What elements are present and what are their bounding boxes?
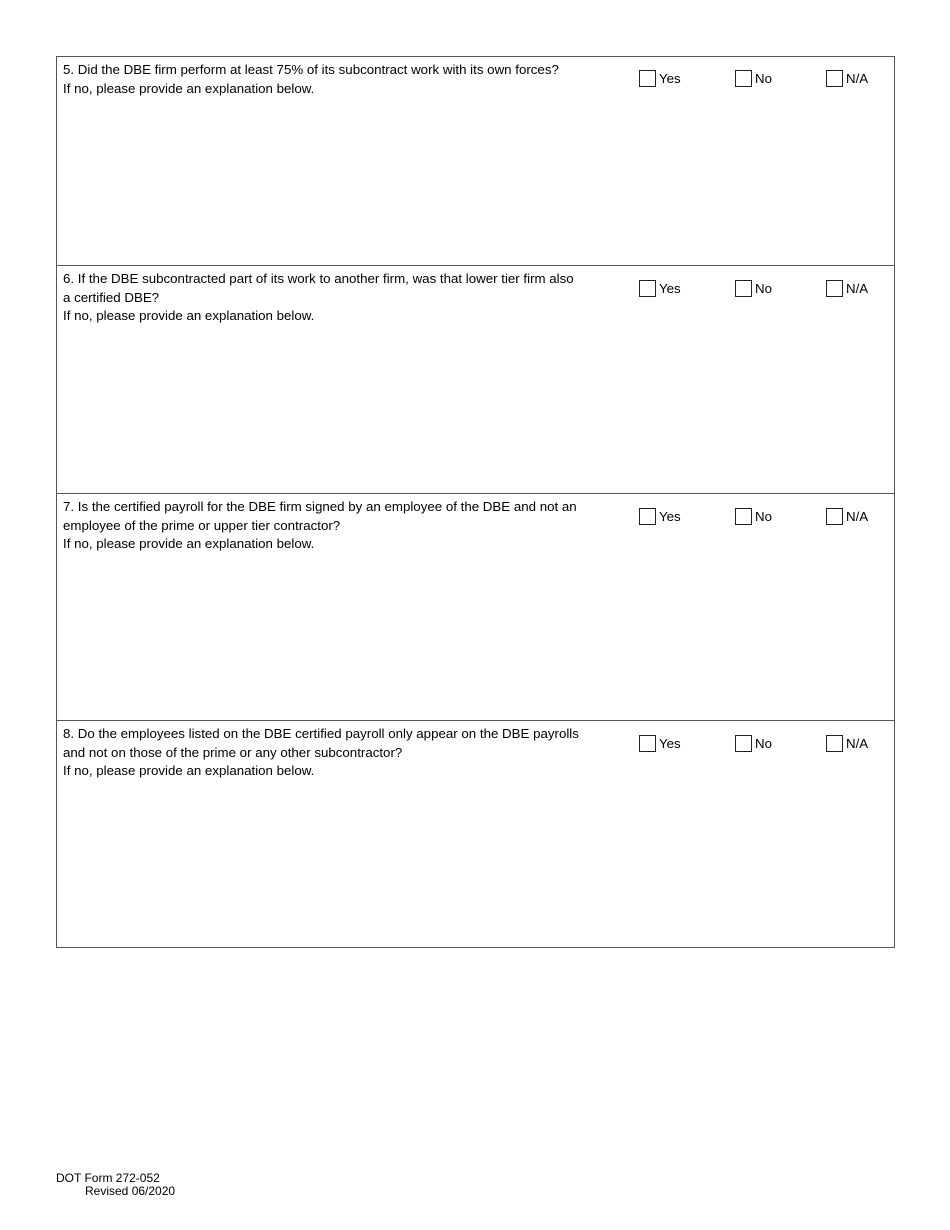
answer-options	[639, 735, 889, 755]
option-yes[interactable]	[639, 70, 681, 87]
option-no[interactable]	[735, 735, 772, 752]
question-row	[57, 265, 894, 493]
question-line: employee of the prime or upper tier contractor?	[63, 517, 341, 533]
question-line: 6. If the DBE subcontracted part of its work to another firm, was that lower tier firm also	[63, 271, 574, 286]
question-line: If no, please provide an explanation below.	[63, 308, 315, 323]
option-yes-label: Yes	[659, 509, 681, 524]
option-na-label: N/A	[846, 71, 869, 86]
question-line: 7. Is the certified payroll for the DBE firm signed by an employee of the DBE and not an	[63, 499, 577, 514]
option-na[interactable]	[826, 280, 868, 297]
option-yes[interactable]	[639, 735, 681, 752]
question-row	[57, 720, 894, 947]
checkbox-yes[interactable]	[639, 508, 656, 525]
checkbox-yes[interactable]	[639, 735, 656, 752]
option-na[interactable]	[826, 508, 868, 525]
option-no-label: No	[755, 509, 772, 524]
checkbox-yes[interactable]	[639, 280, 656, 297]
explanation-area[interactable]	[57, 346, 894, 493]
checkbox-no[interactable]	[735, 70, 752, 87]
question-row	[57, 493, 894, 720]
option-no-label: No	[755, 736, 772, 751]
question-line: If no, please provide an explanation below.	[63, 536, 315, 551]
answer-options	[639, 280, 889, 300]
answer-options	[639, 70, 889, 90]
option-no[interactable]	[735, 508, 772, 525]
form-number: DOT Form 272-052	[56, 1171, 160, 1185]
option-yes[interactable]	[639, 508, 681, 525]
option-yes[interactable]	[639, 280, 681, 297]
question-line: If no, please provide an explanation below.	[63, 763, 315, 778]
checkbox-no[interactable]	[735, 735, 752, 752]
checkbox-na[interactable]	[826, 735, 843, 752]
question-text	[63, 725, 613, 781]
question-line: and not on those of the prime or any other subcontractor?	[63, 744, 403, 760]
question-line: 5. Did the DBE firm perform at least 75% of its subcontract work with its own forces?	[63, 62, 559, 77]
form-footer	[56, 1172, 175, 1198]
option-na-label: N/A	[846, 509, 869, 524]
option-yes-label: Yes	[659, 281, 681, 296]
option-yes-label: Yes	[659, 736, 681, 751]
option-no[interactable]	[735, 70, 772, 87]
question-line: If no, please provide an explanation below.	[63, 80, 315, 96]
answer-options	[639, 508, 889, 528]
checkbox-na[interactable]	[826, 508, 843, 525]
question-text	[63, 270, 613, 326]
option-yes-label: Yes	[659, 71, 681, 86]
revision-date: Revised 06/2020	[85, 1184, 176, 1198]
question-text	[63, 61, 613, 98]
question-line: a certified DBE?	[63, 289, 160, 305]
checkbox-na[interactable]	[826, 280, 843, 297]
checkbox-no[interactable]	[735, 508, 752, 525]
questions-table	[56, 56, 895, 948]
option-na-label: N/A	[846, 281, 869, 296]
option-no-label: No	[755, 281, 772, 296]
question-row	[57, 57, 894, 265]
question-line: 8. Do the employees listed on the DBE certified payroll only appear on the DBE payrolls	[63, 726, 579, 741]
question-text	[63, 498, 613, 554]
explanation-area[interactable]	[57, 574, 894, 720]
explanation-area[interactable]	[57, 801, 894, 947]
explanation-area[interactable]	[57, 137, 894, 265]
option-no-label: No	[755, 71, 772, 86]
option-no[interactable]	[735, 280, 772, 297]
checkbox-na[interactable]	[826, 70, 843, 87]
option-na[interactable]	[826, 70, 868, 87]
checkbox-no[interactable]	[735, 280, 752, 297]
checkbox-yes[interactable]	[639, 70, 656, 87]
option-na[interactable]	[826, 735, 868, 752]
option-na-label: N/A	[846, 736, 869, 751]
